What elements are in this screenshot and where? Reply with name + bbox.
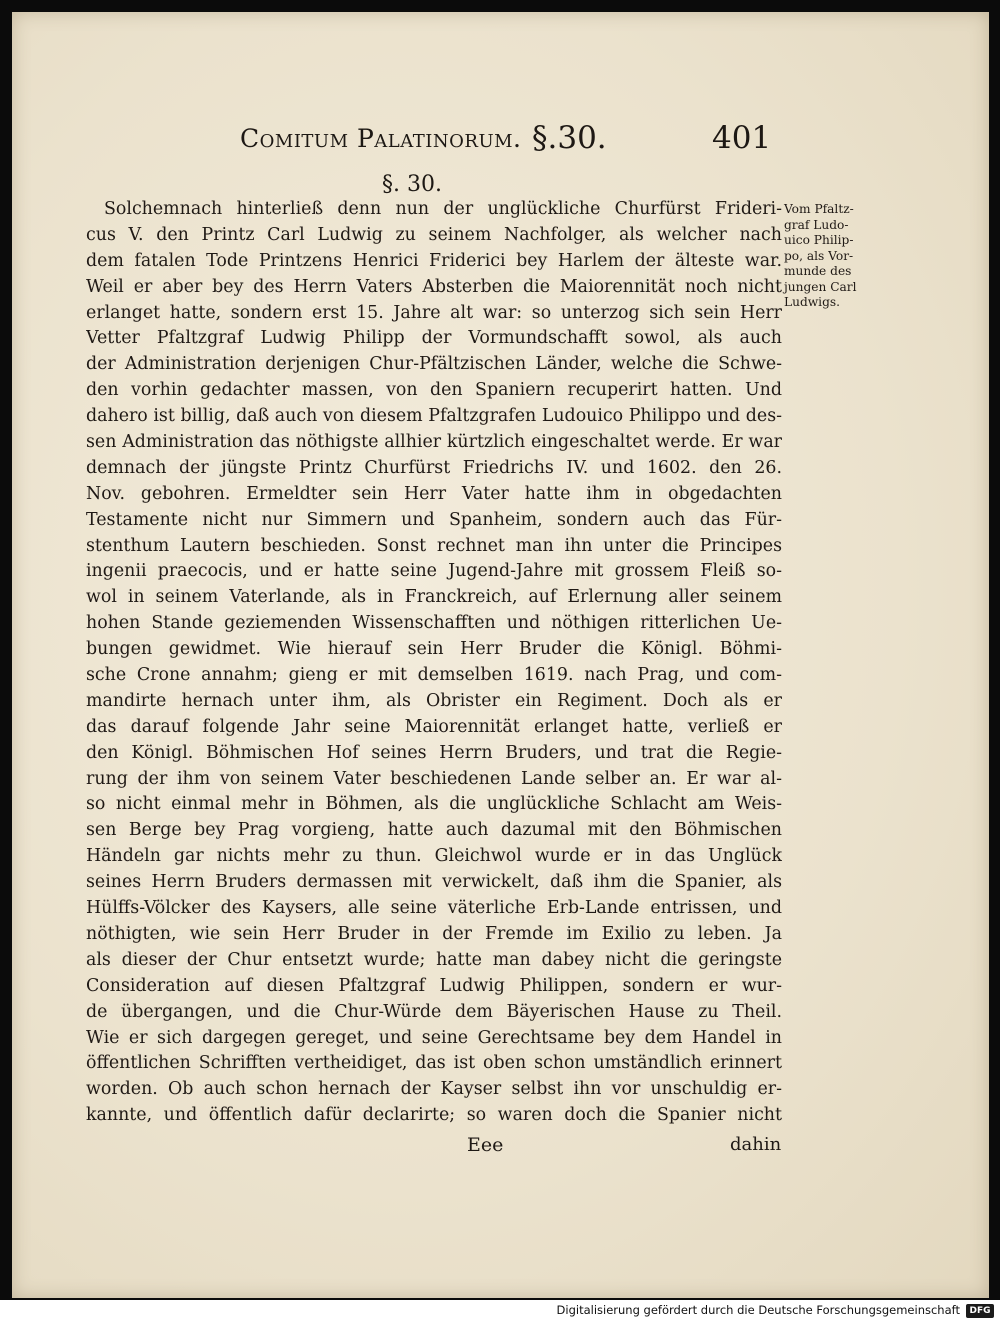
- body-line: cus V. den Printz Carl Ludwig zu seinem Nachfolger, als welcher nach: [86, 224, 782, 245]
- body-line: Weil er aber bey des Herrn Vaters Absterben die Maiorennität noch nicht: [86, 276, 782, 297]
- body-line: sen Administration das nöthigste allhier kürtzlich eingeschaltet werde. Er war: [86, 432, 782, 453]
- body-line: stenthum Lautern beschieden. Sonst rechnet man ihn unter die Principes: [86, 535, 782, 556]
- section-heading: §. 30.: [382, 172, 442, 197]
- marginal-note-line: po, als Vor-: [784, 248, 854, 263]
- body-line: Nov. gebohren. Ermeldter sein Herr Vater hatte ihm in obgedachten: [86, 483, 782, 504]
- body-line: so nicht einmal mehr in Böhmen, als die unglückliche Schlacht am Weis-: [86, 794, 782, 815]
- running-head: Comitum Palatinorum.: [240, 124, 522, 153]
- credit-text: Digitalisierung gefördert durch die Deutsche Forschungsgemeinschaft: [556, 1303, 960, 1317]
- body-line: Testamente nicht nur Simmern und Spanheim, sondern auch das Für-: [86, 509, 782, 530]
- body-line: Händeln gar nichts mehr zu thun. Gleichwol wurde er in das Unglück: [86, 846, 782, 867]
- body-line: rung der ihm von seinem Vater beschiedenen Lande selber an. Er war al-: [86, 768, 782, 789]
- signature-mark: Eee: [467, 1134, 504, 1156]
- book-page: [12, 12, 989, 1298]
- body-line: sche Crone annahm; gieng er mit demselben 1619. nach Prag, und com-: [86, 665, 782, 686]
- body-line: öffentlichen Schrifften vertheidiget, das ist oben schon umständlich erinnert: [86, 1053, 782, 1074]
- body-line: Solchemnach hinterließ denn nun der unglückliche Churfürst Frideri-: [104, 199, 782, 219]
- body-line: das darauf folgende Jahr seine Maiorennität erlanget hatte, verließ er: [86, 716, 782, 737]
- body-line: Consideration auf diesen Pfaltzgraf Ludwig Philippen, sondern er wur-: [86, 975, 782, 996]
- body-line: den Königl. Böhmischen Hof seines Herrn Bruders, und trat die Regie-: [86, 742, 782, 763]
- marginal-note: [784, 202, 902, 311]
- credit-bar: [0, 1300, 1000, 1323]
- body-line: worden. Ob auch schon hernach der Kayser selbst ihn vor unschuldig er-: [86, 1079, 782, 1100]
- marginal-note-line: Vom Pfaltz-: [784, 202, 854, 216]
- body-line: wol in seinem Vaterlande, als in Franckreich, auf Erlernung aller seinem: [86, 587, 782, 608]
- body-line: mandirte hernach unter ihm, als Obrister ein Regiment. Doch als er: [86, 690, 782, 711]
- dfg-logo-icon: DFG: [966, 1304, 994, 1318]
- body-line: Wie er sich dargegen gereget, und seine Gerechtsame bey dem Handel in: [86, 1027, 782, 1048]
- body-line: Vetter Pfaltzgraf Ludwig Philipp der Vormundschafft sowol, als auch: [86, 328, 782, 349]
- body-line: demnach der jüngste Printz Churfürst Friedrichs IV. und 1602. den 26.: [86, 457, 782, 478]
- marginal-note-line: jungen Carl: [784, 279, 857, 294]
- body-line: erlanget hatte, sondern erst 15. Jahre alt war: so unterzog sich sein Herr: [86, 302, 782, 323]
- marginal-note-line: munde des: [784, 264, 852, 278]
- marginal-note-line: Ludwigs.: [784, 295, 841, 309]
- body-line: de übergangen, und die Chur-Würde dem Bäyerischen Hause zu Theil.: [86, 1001, 782, 1022]
- page-header: [12, 120, 989, 164]
- body-line: bungen gewidmet. Wie hierauf sein Herr Bruder die Königl. Böhmi-: [86, 639, 782, 660]
- page-footer: [12, 1134, 989, 1164]
- body-line: Hülffs-Völcker des Kaysers, alle seine väterliche Erb-Lande entrissen, und: [86, 898, 782, 919]
- marginal-note-line: graf Ludo-: [784, 217, 849, 232]
- body-line: den vorhin gedachter massen, von den Spaniern recuperirt hatten. Und: [86, 380, 782, 401]
- body-line: ingenii praecocis, und er hatte seine Jugend-Jahre mit grossem Fleiß so-: [86, 561, 782, 582]
- body-line: der Administration derjenigen Chur-Pfältzischen Länder, welche die Schwe-: [86, 354, 782, 375]
- body-line: nöthigten, wie sein Herr Bruder in der Fremde im Exilio zu leben. Ja: [86, 923, 782, 944]
- body-line: dahero ist billig, daß auch von diesem Pfaltzgrafen Ludouico Philippo und des-: [86, 406, 782, 427]
- catchword: dahin: [730, 1134, 782, 1155]
- body-line: dem fatalen Tode Printzens Henrici Friderici bey Harlem der älteste war.: [86, 250, 782, 271]
- body-text: [86, 197, 782, 1129]
- body-line: seines Herrn Bruders dermassen mit verwickelt, daß ihm die Spanier, als: [86, 872, 782, 893]
- body-line: sen Berge bey Prag vorgieng, hatte auch dazumal mit den Böhmischen: [86, 820, 782, 841]
- body-line: hohen Stande geziemenden Wissenschafften und nöthigen ritterlichen Ue-: [86, 613, 782, 634]
- page-number: 401: [712, 120, 772, 156]
- marginal-note-line: uico Philip-: [784, 233, 854, 247]
- body-line: als dieser der Chur entsetzt wurde; hatte man dabey nicht die geringste: [86, 949, 782, 970]
- header-section-mark: §.30.: [532, 120, 607, 156]
- body-line: kannte, und öffentlich dafür declarirte; so waren doch die Spanier nicht: [86, 1105, 782, 1126]
